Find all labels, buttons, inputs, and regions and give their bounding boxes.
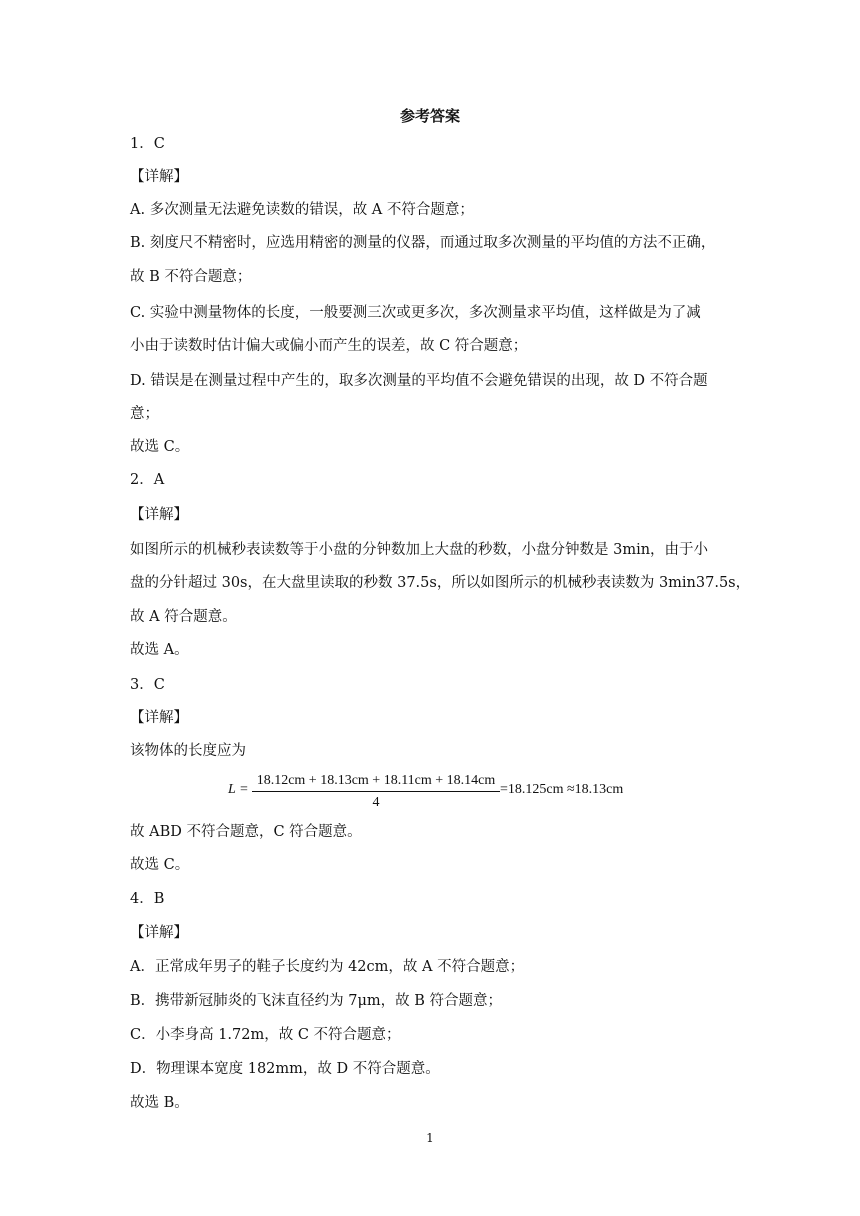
q2-number: 2．A <box>130 472 165 488</box>
fraction-bar <box>252 791 500 792</box>
q3-detail-heading: 【详解】 <box>130 710 188 726</box>
q1-conclusion: 故选 C。 <box>130 439 190 455</box>
q1-line-a: A. 多次测量无法避免读数的错误，故 A 不符合题意； <box>130 202 474 218</box>
q3-number: 3．C <box>130 677 165 693</box>
q1-line-b1: B. 刻度尺不精密时，应选用精密的测量的仪器，而通过取多次测量的平均值的方法不正确， <box>130 235 716 251</box>
q4-detail-heading: 【详解】 <box>130 925 188 941</box>
q1-detail-heading: 【详解】 <box>130 169 188 185</box>
q1-line-b2: 故 B 不符合题意； <box>130 269 252 285</box>
q4-line-d: D．物理课本宽度 182mm，故 D 不符合题意。 <box>130 1061 440 1077</box>
q1-line-c2: 小由于读数时估计偏大或偏小而产生的误差，故 C 符合题意； <box>130 338 528 354</box>
formula-result: =18.125cm ≈18.13cm <box>500 782 624 797</box>
q3-conclusion: 故选 C。 <box>130 857 190 873</box>
q1-line-c1: C. 实验中测量物体的长度，一般要测三次或更多次，多次测量求平均值，这样做是为了减 <box>130 305 701 321</box>
formula-denominator: 4 <box>372 795 380 810</box>
answer-title: 参考答案 <box>399 107 460 125</box>
q1-number: 1．C <box>130 136 165 152</box>
q1-line-d2: 意； <box>130 406 159 422</box>
page-number: 1 <box>426 1131 434 1145</box>
formula-lhs: L <box>228 782 236 797</box>
q4-line-a: A．正常成年男子的鞋子长度约为 42cm，故 A 不符合题意； <box>130 959 525 975</box>
q2-detail-heading: 【详解】 <box>130 507 188 523</box>
q1-line-d1: D. 错误是在测量过程中产生的，取多次测量的平均值不会避免错误的出现，故 D 不符合题 <box>130 373 708 389</box>
q2-line-2: 盘的分针超过 30s，在大盘里读取的秒数 37.5s，所以如图所示的机械秒表读数为 3min37.5s， <box>130 575 751 591</box>
q4-line-c: C．小李身高 1.72m，故 C 不符合题意； <box>130 1027 401 1043</box>
q2-line-3: 故 A 符合题意。 <box>130 609 237 625</box>
q3-line-1: 故 ABD 不符合题意，C 符合题意。 <box>130 824 362 840</box>
q2-conclusion: 故选 A。 <box>130 642 189 658</box>
formula-equals: = <box>240 782 248 797</box>
q4-line-b: B．携带新冠肺炎的飞沫直径约为 7μm，故 B 符合题意； <box>130 993 503 1009</box>
q4-number: 4．B <box>130 891 165 907</box>
formula-numerator: 18.12cm + 18.13cm + 18.11cm + 18.14cm <box>256 773 496 788</box>
q4-conclusion: 故选 B。 <box>130 1095 189 1111</box>
q3-intro: 该物体的长度应为 <box>130 743 246 759</box>
q2-line-1: 如图所示的机械秒表读数等于小盘的分钟数加上大盘的秒数，小盘分钟数是 3min，由于小 <box>130 542 709 558</box>
length-formula <box>228 770 648 820</box>
